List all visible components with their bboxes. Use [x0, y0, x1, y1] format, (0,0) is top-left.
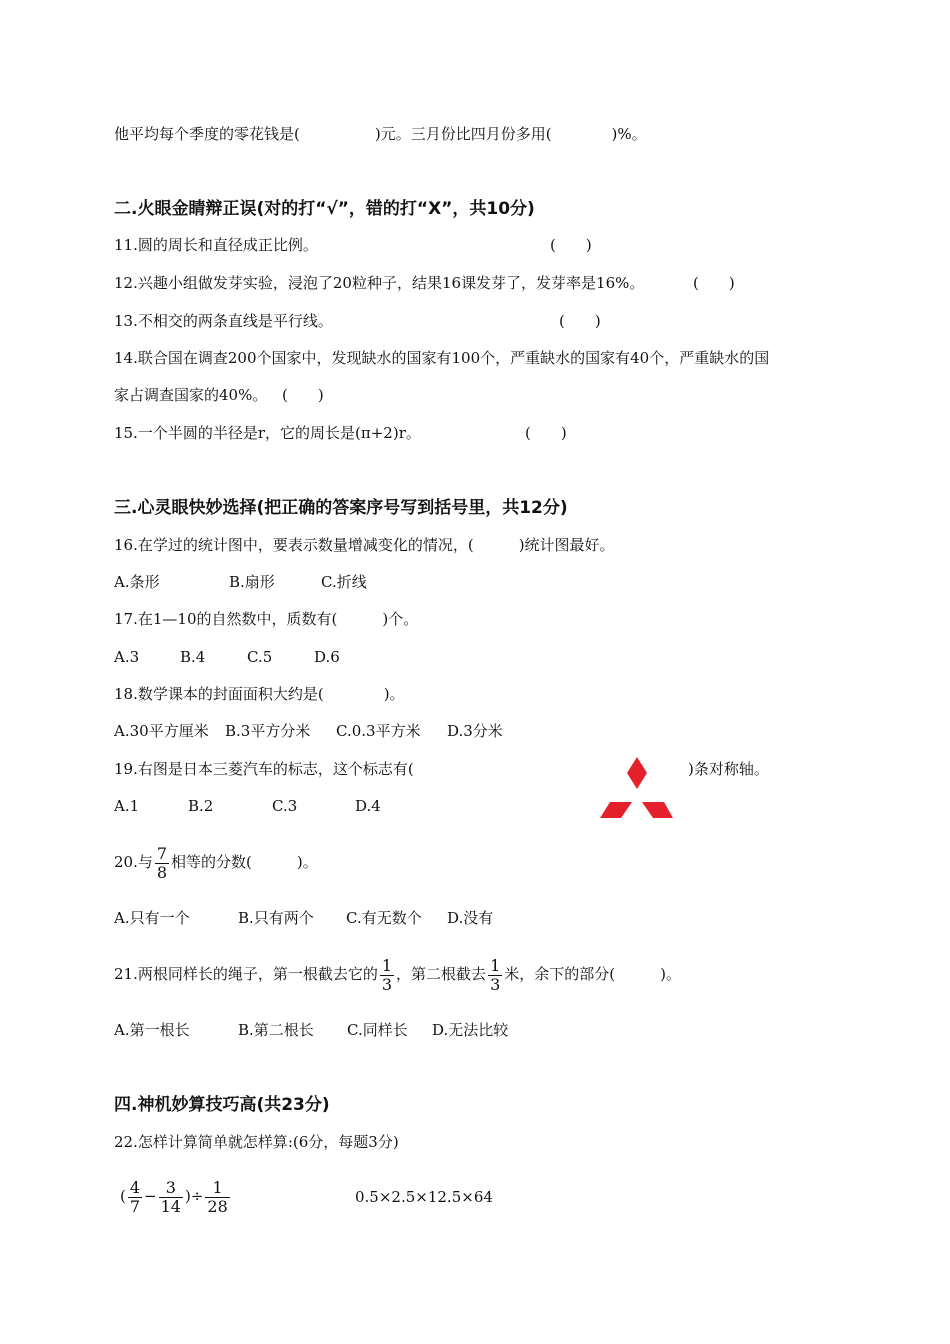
question-11: 11.圆的周长和直径成正比例。 — [114, 236, 318, 254]
option: A.只有一个 — [114, 909, 190, 927]
paren-close-divide: )÷ — [184, 1187, 204, 1205]
options-18 — [114, 721, 503, 741]
option: A.条形 — [114, 573, 160, 591]
fraction-numerator: 1 — [205, 1179, 229, 1198]
option: B.3平方分米 — [225, 722, 311, 740]
question-19: 19.右图是日本三菱汽车的标志，这个标志有( — [114, 760, 414, 778]
option: C.同样长 — [347, 1021, 408, 1039]
fraction-denominator: 28 — [207, 1196, 228, 1216]
question-14-line1: 14.联合国在调查200个国家中，发现缺水的国家有100个，严重缺水的国家有40个，严重缺水的国 — [114, 349, 770, 367]
options-16 — [114, 572, 367, 592]
question-13: 13.不相交的两条直线是平行线。 — [114, 312, 333, 330]
fraction-denominator: 7 — [129, 1196, 141, 1216]
logo-diamond-top — [627, 757, 647, 789]
question-14-line2: 家占调查国家的40%。 — [114, 386, 268, 404]
section-4-title: 四.神机妙算技巧高(共23分) — [114, 1095, 330, 1115]
options-17 — [114, 647, 340, 667]
question-18: 18.数学课本的封面面积大约是( )。 — [114, 685, 405, 703]
fraction-denominator: 3 — [381, 974, 393, 994]
section-3-title: 三.心灵眼快妙选择(把正确的答案序号写到括号里，共12分) — [114, 498, 568, 518]
option: C.5 — [247, 648, 273, 666]
fraction-denominator: 14 — [160, 1196, 181, 1216]
question-19-end: )条对称轴。 — [688, 760, 769, 778]
fraction — [205, 1179, 229, 1216]
fraction-numerator: 1 — [381, 955, 393, 975]
minus-sign: − — [144, 1187, 157, 1205]
answer-paren-14: ( ) — [282, 386, 324, 404]
mitsubishi-logo-icon — [600, 757, 674, 819]
option: C.折线 — [321, 573, 367, 591]
section-2-title: 二.火眼金睛辩正误(对的打“√”，错的打“X”，共10分) — [114, 199, 535, 219]
answer-paren-13: ( ) — [559, 312, 601, 330]
fraction-numerator: 3 — [159, 1179, 183, 1198]
options-20 — [114, 908, 493, 928]
fraction — [155, 845, 169, 882]
option: B.4 — [180, 648, 206, 666]
fraction-numerator: 1 — [490, 955, 501, 975]
question-12-text: 12.兴趣小组做发芽实验，浸泡了20粒种子，结果16课发芽了，发芽率是16%。 — [114, 274, 645, 292]
question-17: 17.在1—10的自然数中，质数有( )个。 — [114, 610, 419, 628]
option: D.无法比较 — [432, 1021, 509, 1039]
option: D.没有 — [447, 909, 494, 927]
option: B.2 — [188, 797, 214, 815]
question-20-pre: 20.与 — [114, 853, 153, 871]
option: A.3 — [114, 648, 140, 666]
expression-1 — [120, 1176, 232, 1216]
question-21-part1: 21.两根同样长的绳子，第一根截去它的 — [114, 965, 378, 983]
question-21-part3: 米，余下的部分( )。 — [504, 965, 681, 983]
fraction-denominator: 8 — [156, 862, 168, 882]
answer-paren-12: ( ) — [693, 274, 735, 292]
option: D.6 — [314, 648, 340, 666]
expression-2: 0.5×2.5×12.5×64 — [355, 1188, 493, 1206]
option: A.1 — [114, 797, 140, 815]
question-12 — [114, 273, 644, 293]
fraction-numerator: 4 — [129, 1177, 141, 1197]
options-19 — [114, 796, 381, 816]
question-20 — [114, 842, 318, 882]
option: A.30平方厘米 — [114, 722, 209, 740]
question-20-post: 相等的分数( )。 — [171, 853, 318, 871]
fraction — [159, 1179, 183, 1216]
fraction — [488, 957, 502, 994]
option: C.有无数个 — [346, 909, 422, 927]
logo-diamond-left — [600, 802, 632, 818]
option: D.3分米 — [447, 722, 503, 740]
options-21 — [114, 1020, 508, 1040]
option: C.3 — [272, 797, 298, 815]
fraction — [128, 1179, 142, 1216]
answer-paren-11: ( ) — [550, 236, 592, 254]
question-16: 16.在学过的统计图中，要表示数量增减变化的情况，( )统计图最好。 — [114, 536, 615, 554]
answer-paren-15: ( ) — [525, 424, 567, 442]
option: C.0.3平方米 — [336, 722, 421, 740]
option: B.只有两个 — [238, 909, 314, 927]
paren-open: ( — [120, 1187, 126, 1205]
option: D.4 — [355, 797, 381, 815]
option: B.第二根长 — [238, 1021, 314, 1039]
text-line: 他平均每个季度的零花钱是( )元。三月份比四月份多用( )%。 — [114, 125, 647, 143]
fraction — [380, 957, 394, 994]
fraction-denominator: 3 — [490, 974, 501, 994]
logo-diamond-right — [642, 802, 673, 818]
fraction-numerator: 7 — [156, 843, 168, 863]
question-15: 15.一个半圆的半径是r，它的周长是(π+2)r。 — [114, 424, 421, 442]
question-21-part2: ，第二根截去 — [396, 965, 487, 983]
option: A.第一根长 — [114, 1021, 190, 1039]
question-21 — [114, 954, 681, 994]
option: B.扇形 — [229, 573, 275, 591]
question-22: 22.怎样计算简单就怎样算:(6分，每题3分) — [114, 1133, 399, 1151]
